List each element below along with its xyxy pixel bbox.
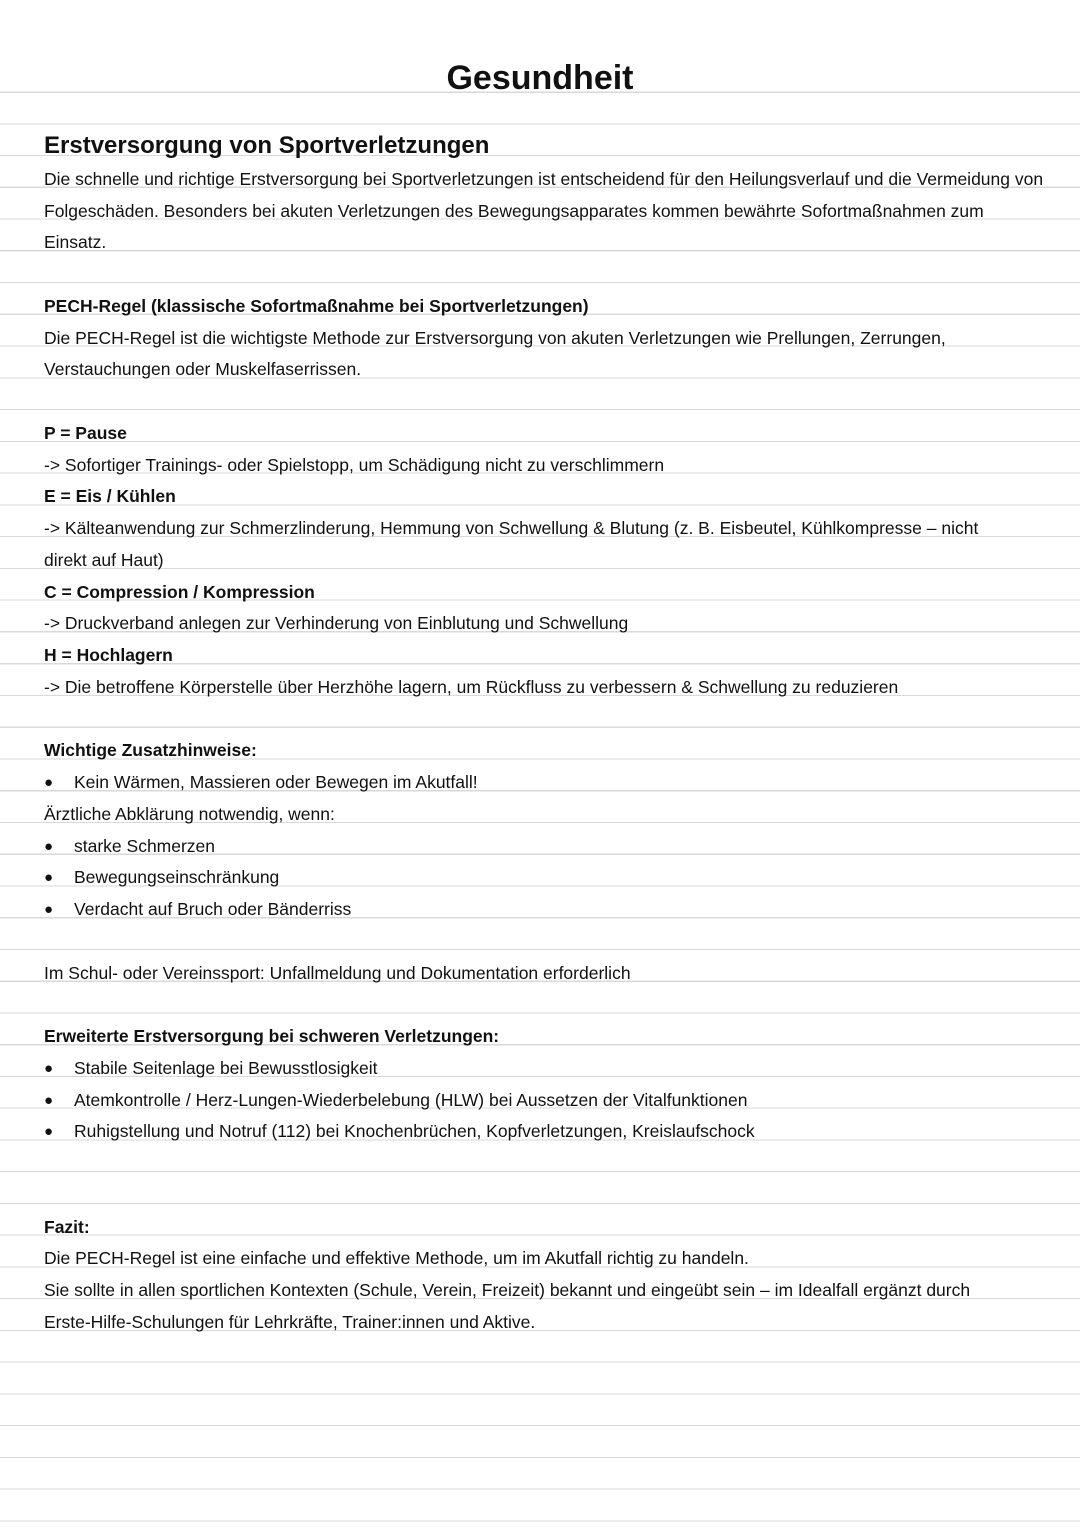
intro-paragraph: Die schnelle und richtige Erstversorgung bei Sportverletzungen ist entscheidend für den Heilungsverlauf und die Vermeidung von Folgeschäden. Besonders bei akuten Verletzungen des Bewegungsapparates kommen bewährte Sofortmaßnahmen zum Einsatz. [44,168,1044,253]
pech-step-label: P = Pause [44,422,127,443]
section-title: Erstversorgung von Sportverletzungen [44,132,490,159]
bullet-icon: ● [44,901,54,918]
spacer [44,386,1044,418]
list-item-text: Atemkontrolle / Herz-Lungen-Wiederbelebung (HLW) bei Aussetzen der Vitalfunktionen [74,1089,748,1110]
extended-heading: Erweiterte Erstversorgung bei schweren Verletzungen: [44,1026,500,1046]
conclusion-line: Die PECH-Regel ist eine einfache und effektive Methode, um im Akutfall richtig zu handeln. [44,1248,749,1269]
hints-heading: Wichtige Zusatzhinweise: [44,740,257,761]
list-item-text: Ruhigstellung und Notruf (112) bei Knochenbrüchen, Kopfverletzungen, Kreislaufschock [74,1121,755,1142]
bullet-icon: ● [44,869,54,887]
extended-list [44,1053,1044,1148]
bullet-icon: ● [44,1091,54,1109]
pech-step-text: -> Die betroffene Körperstelle über Herzhöhe lagern, um Rückfluss zu verbessern & Schwellung zu reduzieren [44,676,899,697]
list-item [44,1053,1044,1085]
page-title: Gesundheit [446,59,634,97]
bullet-icon: ● [44,1123,54,1141]
list-item [44,831,1044,863]
pech-heading: PECH-Regel (klassische Sofortmaßnahme bei Sportverletzungen) [44,295,589,316]
conclusion-line: Sie sollte in allen sportlichen Kontexten (Schule, Verein, Freizeit) bekannt und eingeübt sein – im Idealfall ergänzt durch Erste-Hilfe-Schulungen für Lehrkräfte, Trainer:innen und Aktive. [44,1280,971,1332]
list-item-text: Stabile Seitenlage bei Bewusstlosigkeit [74,1057,378,1078]
school-note: Im Schul- oder Vereinssport: Unfallmeldung und Dokumentation erforderlich [44,962,631,983]
bullet-icon: ● [44,1059,54,1077]
list-item [44,862,1044,894]
bullet-icon: ● [44,837,54,855]
spacer [44,1180,1044,1212]
list-item [44,1085,1044,1117]
list-item [44,1116,1044,1148]
pech-steps [44,418,1044,704]
list-item-text: Kein Wärmen, Massieren oder Bewegen im Akutfall! [74,772,478,792]
list-item [44,767,1044,799]
conclusion-heading: Fazit: [44,1216,90,1237]
doctor-list [44,831,1044,926]
pech-step-text: -> Sofortiger Trainings- oder Spielstopp, um Schädigung nicht zu verschlimmern [44,454,665,475]
spacer [44,1148,1044,1180]
spacer [44,704,1044,736]
spacer [44,259,1044,291]
document-body [44,132,1044,1339]
pech-step-label: H = Hochlagern [44,645,173,665]
doctor-intro: Ärztliche Abklärung notwendig, wenn: [44,803,335,824]
spacer [44,926,1044,958]
pech-step-label: C = Compression / Kompression [44,581,315,602]
list-item [44,894,1044,926]
pech-step-label: E = Eis / Kühlen [44,486,176,507]
pech-step-text: -> Druckverband anlegen zur Verhinderung von Einblutung und Schwellung [44,613,629,634]
pech-description: Die PECH-Regel ist die wichtigste Methode zur Erstversorgung von akuten Verletzungen wie Prellungen, Zerrungen, Verstauchungen oder Muskelfaserrissen. [44,327,946,380]
bullet-icon: ● [44,774,54,791]
list-item-text: starke Schmerzen [74,835,216,856]
list-item-text: Bewegungseinschränkung [74,867,280,888]
list-item-text: Verdacht auf Bruch oder Bänderriss [74,899,352,919]
pech-step-text: -> Kälteanwendung zur Schmerzlinderung, Hemmung von Schwellung & Blutung (z. B. Eisbeutel, Kühlkompresse – nicht direkt auf Haut) [44,518,979,570]
spacer [44,989,1044,1021]
